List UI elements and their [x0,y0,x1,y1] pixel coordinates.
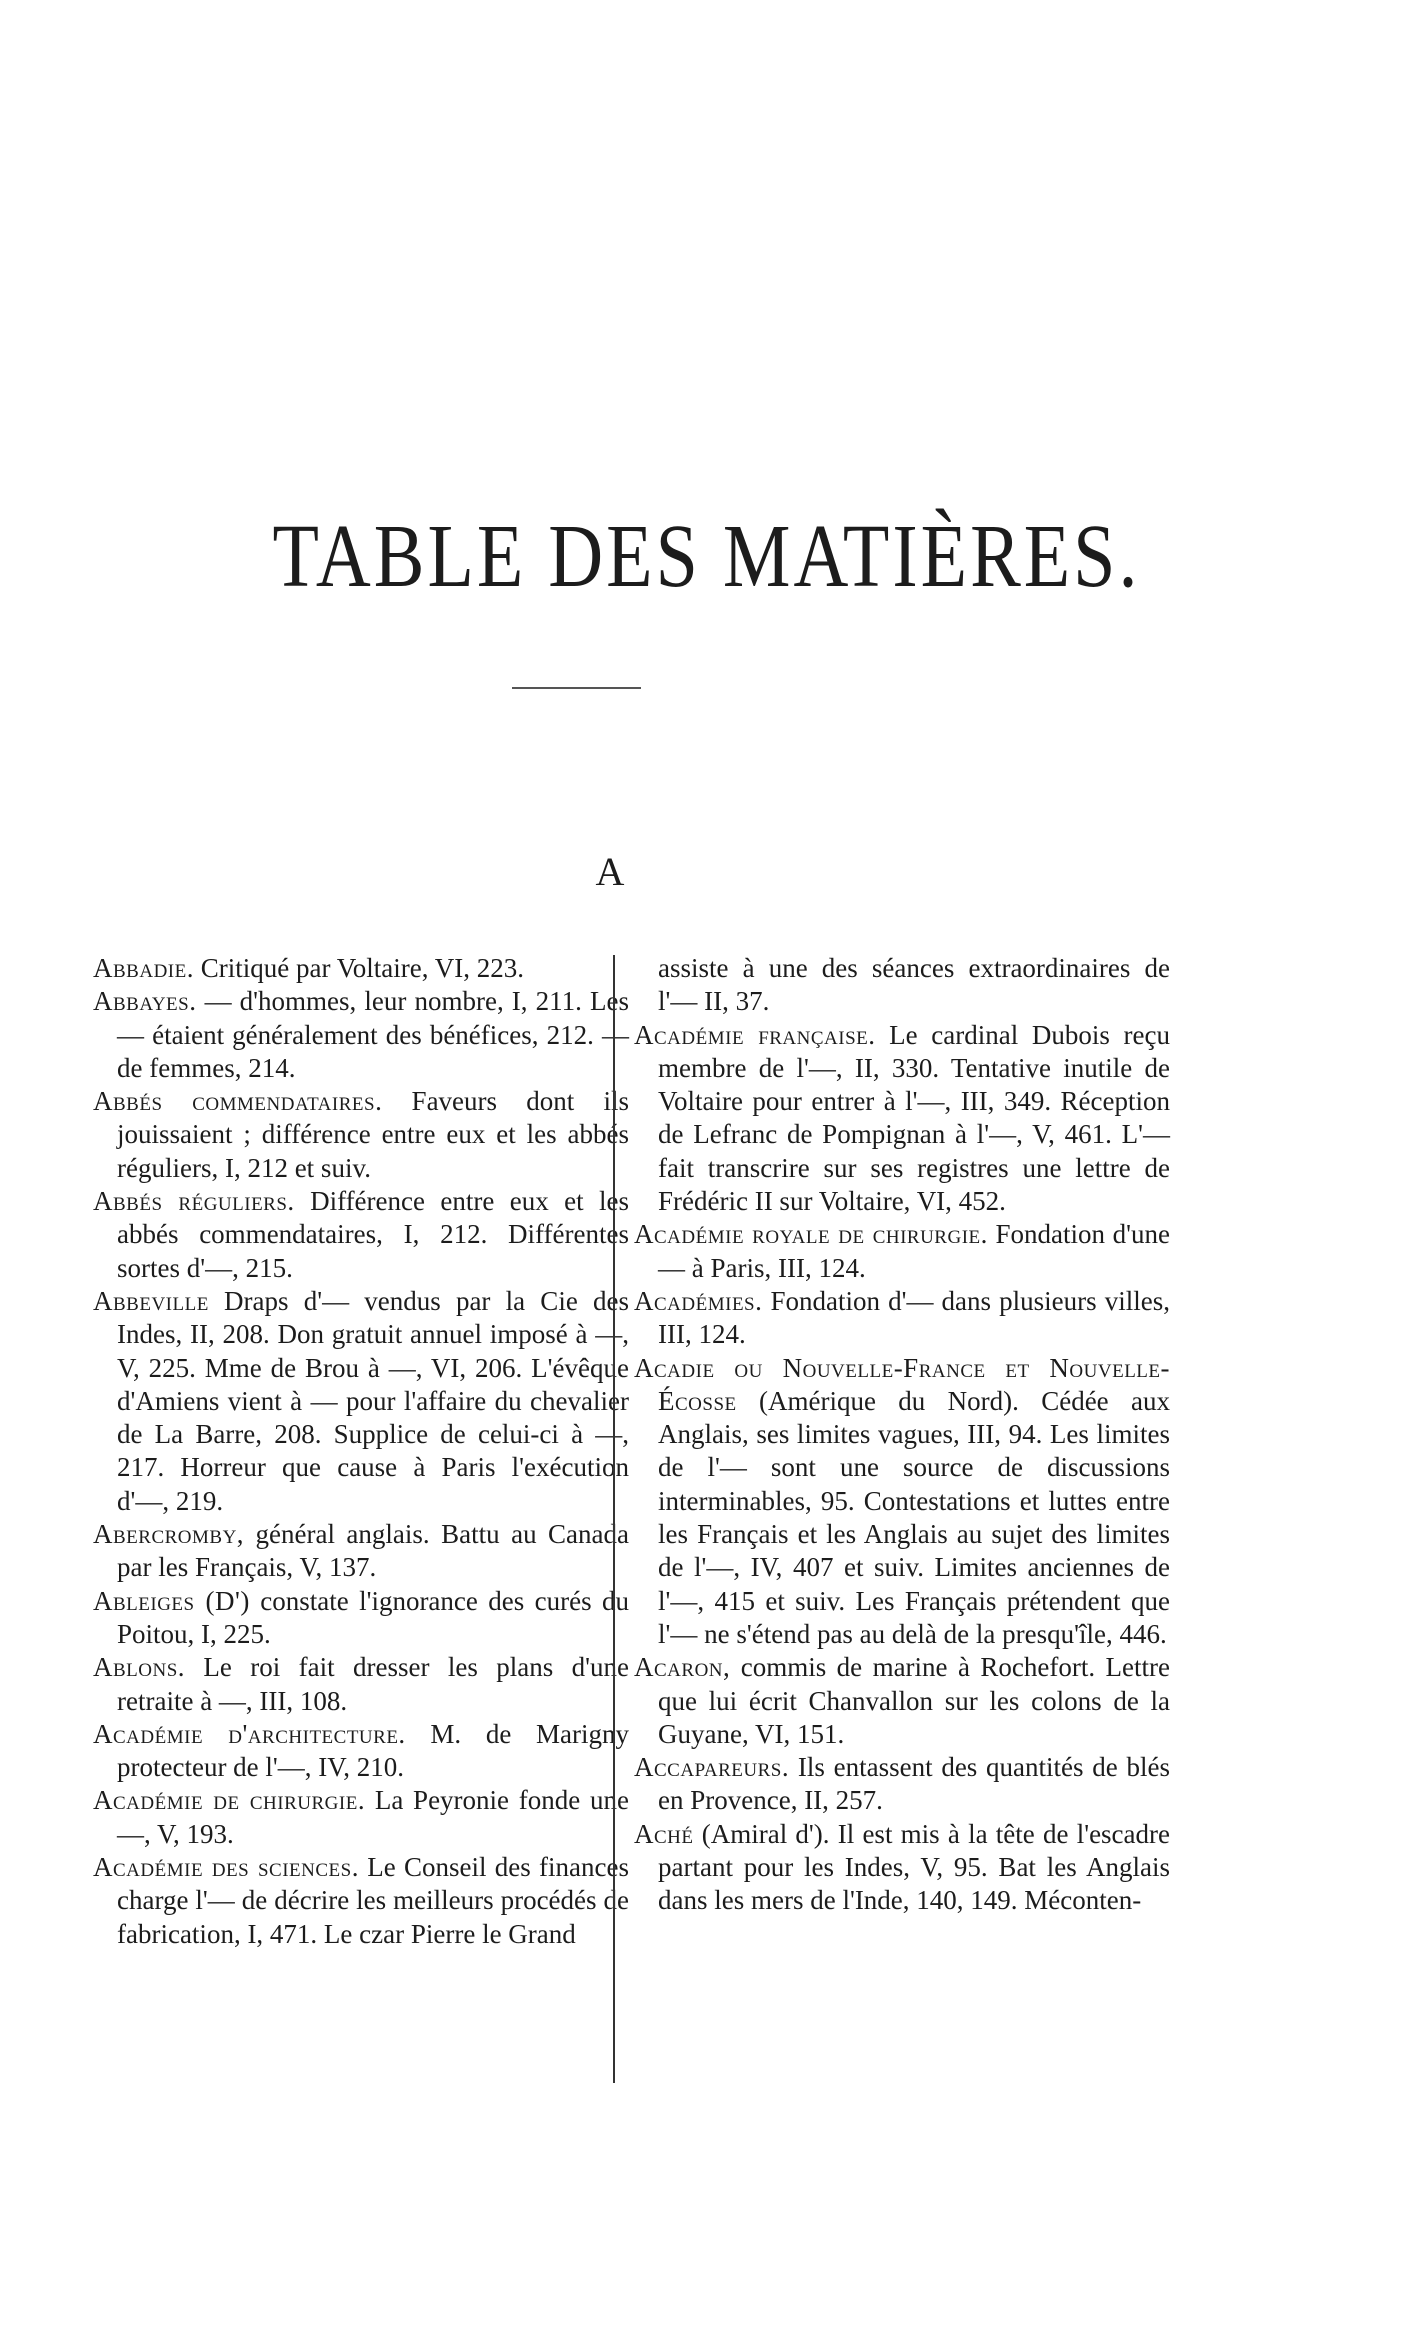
index-entry [93,985,629,1085]
index-term: Académie des sciences. [93,1852,359,1883]
index-entry [634,1751,1170,1818]
index-entry [93,1651,629,1718]
section-letter: A [595,849,625,894]
index-entry-text: Fondation d'une — à Paris, III, 124. [658,1219,1170,1283]
index-entry-text: Faveurs dont ils jouissaient ; différence entre eux et les abbés réguliers, I, 212 et suiv. [117,1086,630,1183]
index-term: Abercromby, [93,1519,245,1550]
index-entry [634,1019,1170,1219]
index-entry-text: M. de Marigny protecteur de l'—, IV, 210. [117,1718,629,1783]
index-term: Académies. [634,1285,763,1316]
index-entry [93,952,629,985]
index-term: Abbeville [93,1285,209,1316]
index-term: Académie de chirurgie. [93,1785,366,1816]
index-term: Abbadie. [93,953,194,983]
index-entry [93,1851,629,1951]
page-title: TABLE DES MATIÈRES. [272,507,1141,607]
index-column-left [93,952,629,1951]
index-entry-text: (Amérique du Nord). Cédée aux Anglais, ses limites vagues, III, 94. Les limites de l'— sont une source de discussions interminables, 95. Contestations et luttes entre les Français et les Anglais au sujet des limites de l'—, IV, 407 et suiv. Limites anciennes de l'—, 415 et suiv. Les Français prétendent que l'— ne s'étend pas au delà de la presqu'île, 446. [658,1385,1170,1649]
index-term: Aché [634,1818,694,1849]
index-term: Académie d'architecture. [93,1718,406,1749]
index-entry-text: Le roi fait dresser les plans d'une retraite à —, III, 108. [117,1652,629,1716]
title-divider [512,687,641,689]
index-term: Ableiges (D') [93,1585,250,1616]
index-entry-text: La Peyronie fonde une —, V, 193. [117,1785,629,1849]
index-entry-text: Différence entre eux et les abbés commendataires, I, 212. Différentes sortes d'—, 215. [117,1186,629,1283]
index-entry-text: Critiqué par Voltaire, VI, 223. [193,953,524,983]
index-entry-text: Ils entassent des quantités de blés en Provence, II, 257. [658,1752,1170,1816]
index-entry-text: (Amiral d'). Il est mis à la tête de l'escadre partant pour les Indes, V, 95. Bat les Anglais dans les mers de l'Inde, 140, 149. Méconten- [658,1818,1170,1916]
index-entry-text: — d'hommes, leur nombre, I, 211. Les — étaient généralement des bénéfices, 212. — de femmes, 214. [117,986,629,1083]
index-entry [93,1085,629,1185]
index-term: Académie française. [634,1019,876,1050]
index-entry-text: Le cardinal Dubois reçu membre de l'—, II, 330. Tentative inutile de Voltaire pour entrer à l'—, III, 349. Réception de Lefranc de Pompignan à l'—, V, 461. L'— fait transcrire sur ses registres une lettre de Frédéric II sur Voltaire, VI, 452. [658,1019,1171,1217]
index-term: Ablons. [93,1652,186,1683]
index-entry [93,1585,629,1652]
index-term: Abbés réguliers. [93,1186,295,1217]
index-term: Accapareurs. [634,1752,790,1783]
index-entry [93,1185,629,1285]
index-entry-text: Fondation d'— dans plusieurs villes, III, 124. [658,1285,1170,1350]
index-term: Acadie ou Nouvelle-France et Nouvelle-Écosse [634,1352,1170,1416]
index-entry [93,1718,629,1785]
index-entry [634,952,1170,1019]
index-entry [634,1218,1170,1285]
index-entry-text: assiste à une des séances extraordinaires de l'— II, 37. [658,953,1170,1017]
index-term: Abbés commendataires. [93,1086,383,1117]
index-entry [634,1352,1170,1652]
index-term: Acaron, [634,1652,731,1683]
index-entry [634,1285,1170,1352]
index-entry [93,1518,629,1585]
index-entry-text: Draps d'— vendus par la Cie des Indes, II, 208. Don gratuit annuel imposé à —, V, 225. Mme de Brou à —, VI, 206. L'évêque d'Amiens vient à — pour l'affaire du chevalier de La Barre, 208. Supplice de celui-ci à —, 217. Horreur que cause à Paris l'exécution d'—, 219. [117,1285,629,1516]
column-divider [613,955,615,2083]
index-term: Académie royale de chirurgie. [634,1219,988,1250]
index-term: Abbayes. [93,986,197,1017]
index-entry-text: général anglais. Battu au Canada par les Français, V, 137. [117,1519,629,1583]
index-column-right [634,952,1170,1918]
index-entry-text: constate l'ignorance des curés du Poitou, I, 225. [117,1585,630,1649]
index-entry [93,1784,629,1851]
index-entry [93,1285,629,1518]
index-entry [634,1818,1170,1918]
index-entry-text: commis de marine à Rochefort. Lettre que lui écrit Chanvallon sur les colons de la Guyane, VI, 151. [658,1652,1170,1749]
index-entry [634,1651,1170,1751]
index-entry-text: Le Conseil des finances charge l'— de décrire les meilleurs procédés de fabrication, I, 471. Le czar Pierre le Grand [117,1852,629,1949]
